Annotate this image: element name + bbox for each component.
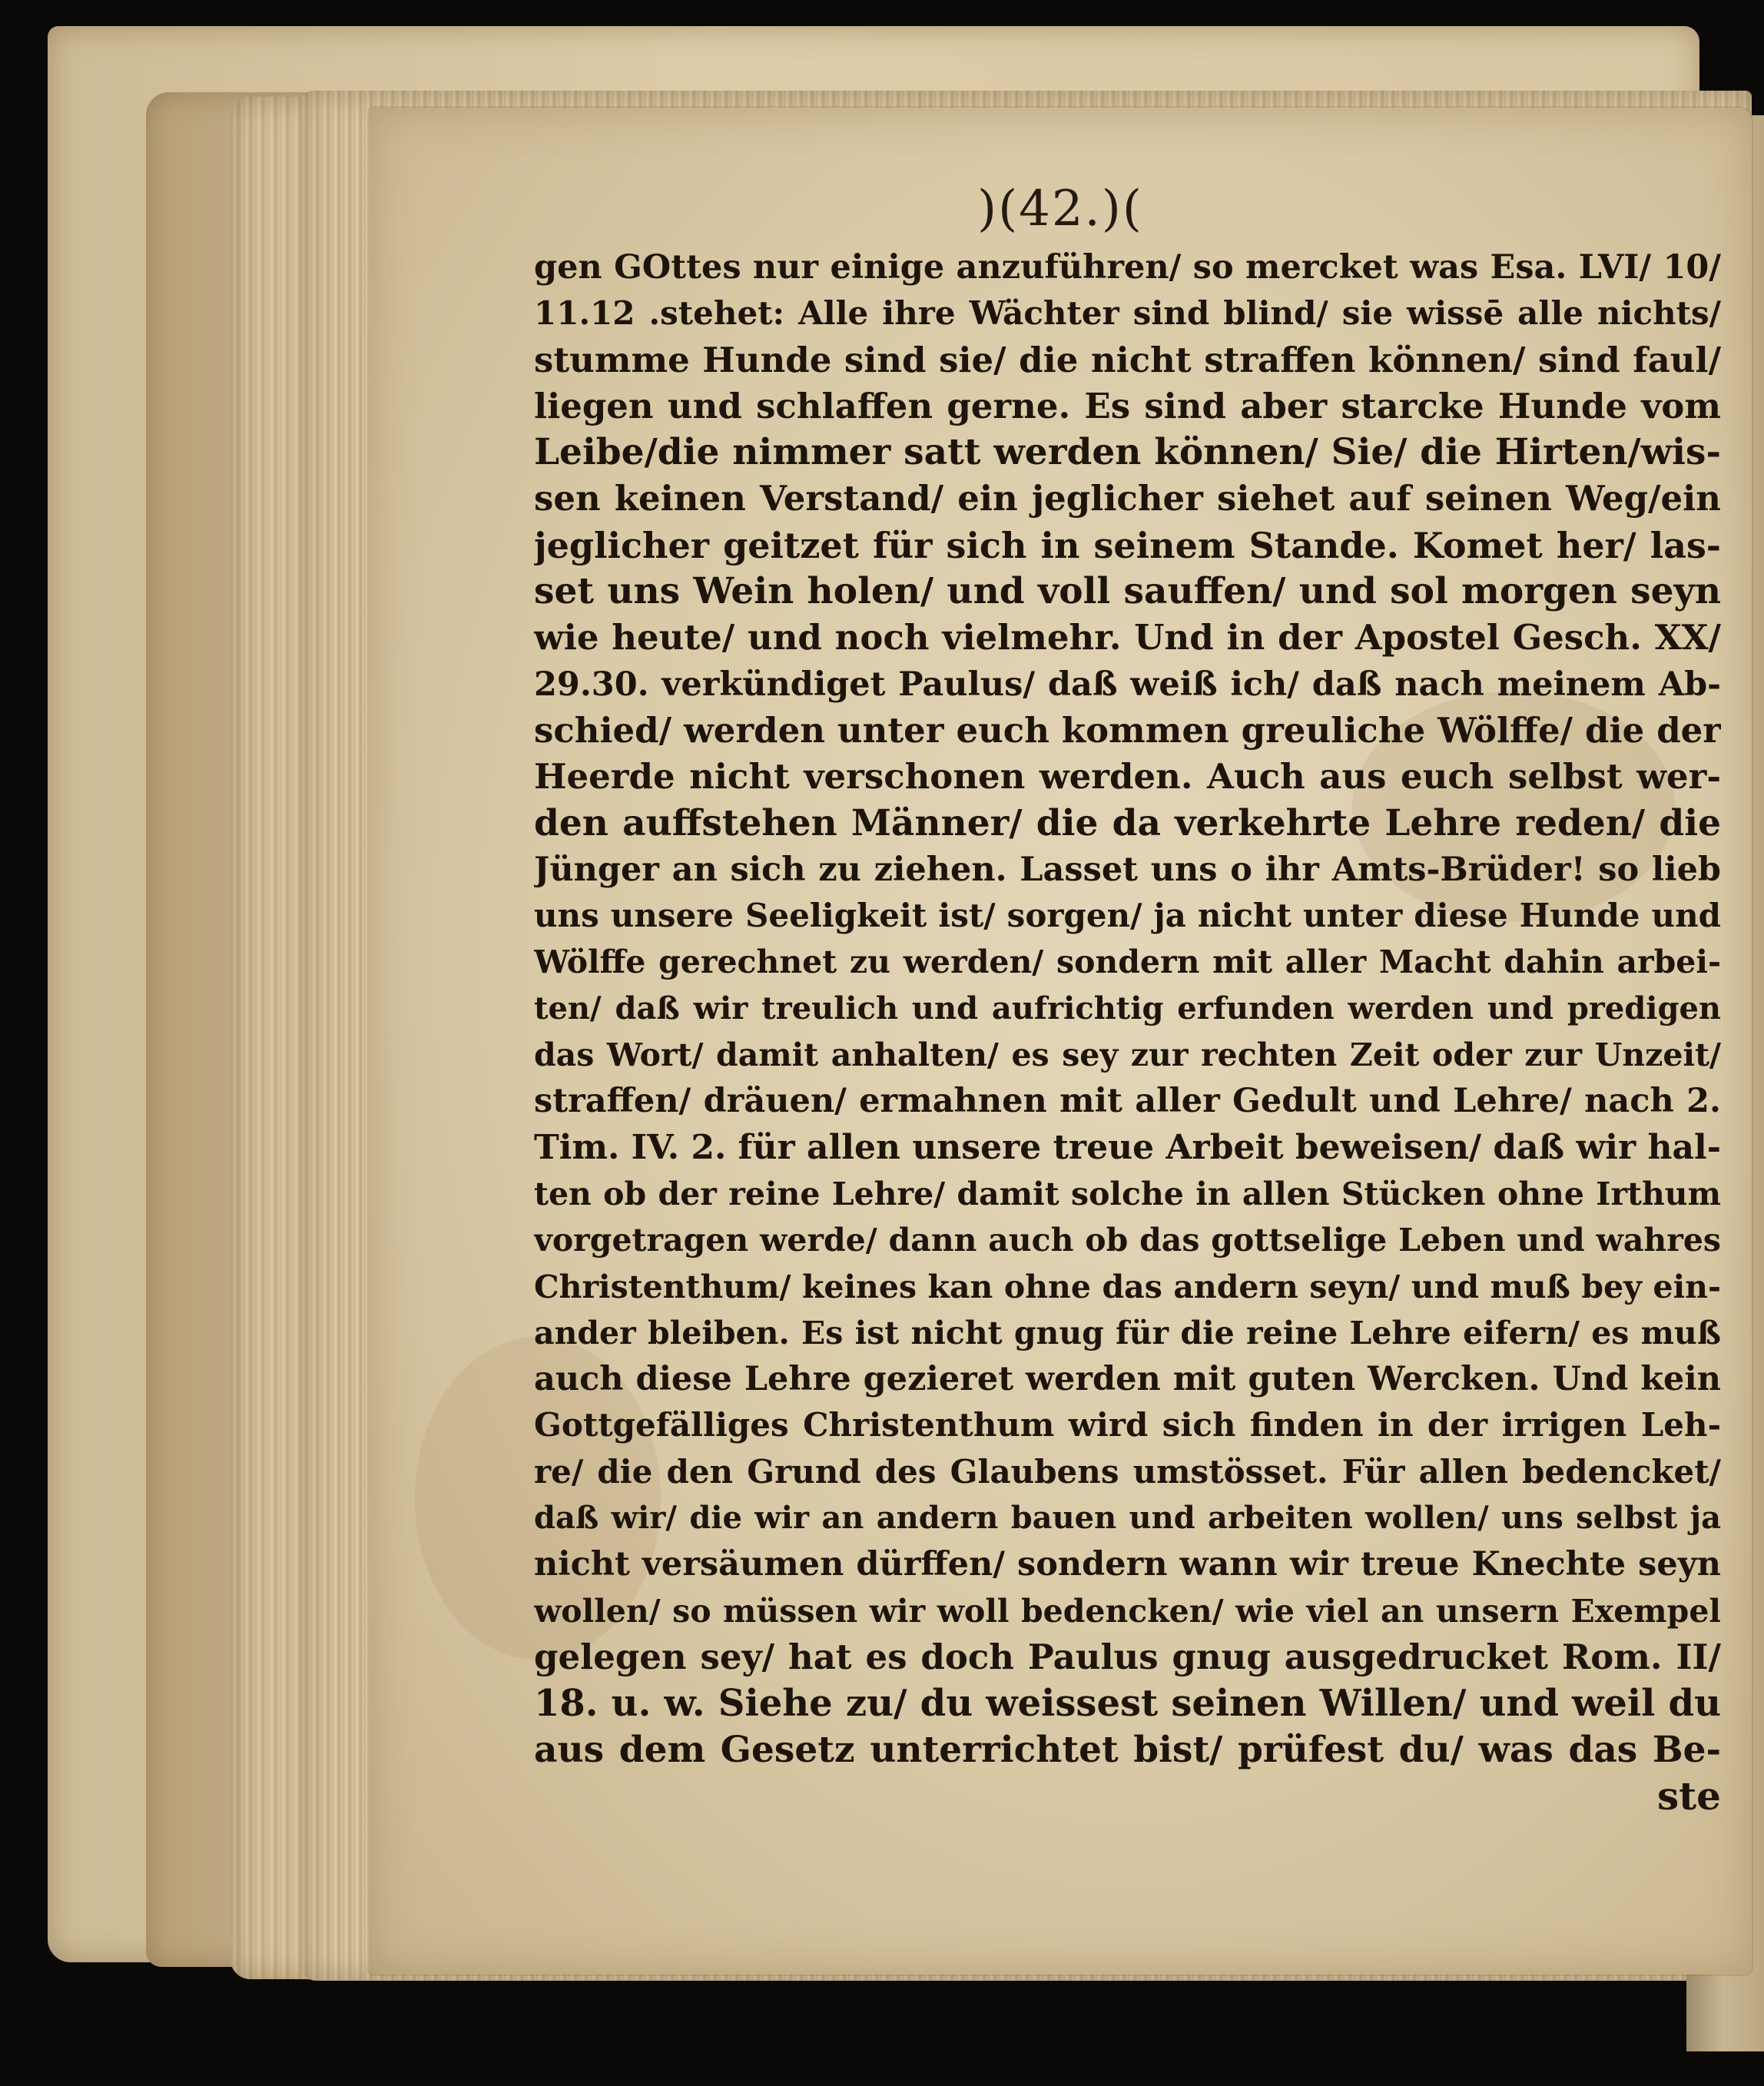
text-line: aus dem Gesetz unterrichtet bist/ prüfest du/ was das Be-	[534, 1728, 1721, 1771]
text-line: ten ob der reine Lehre/ damit solche in allen Stücken ohne Irthum	[534, 1175, 1721, 1212]
text-line: uns unsere Seeligkeit ist/ sorgen/ ja nicht unter diese Hunde und	[534, 897, 1721, 935]
printed-page	[369, 108, 1752, 1975]
text-line: 18. u. w. Siehe zu/ du weissest seinen Willen/ und weil du	[534, 1682, 1721, 1726]
text-line: Gottgefälliges Christenthum wird sich finden in der irrigen Leh-	[534, 1406, 1721, 1444]
catchword: ste	[1656, 1773, 1721, 1819]
text-line: ten/ daß wir treulich und aufrichtig erfunden werden und predigen	[534, 990, 1721, 1026]
text-line: auch diese Lehre gezieret werden mit guten Wercken. Und kein	[534, 1360, 1721, 1399]
text-line: 29.30. verkündiget Paulus/ daß weiß ich/ daß nach meinem Ab-	[534, 665, 1721, 704]
text-line: den auffstehen Männer/ die da verkehrte Lehre reden/ die	[534, 801, 1721, 844]
text-line: stumme Hunde sind sie/ die nicht straffen können/ sind faul/	[534, 339, 1721, 380]
page-number: )(42.)(	[977, 181, 1143, 237]
text-line: liegen und schlaffen gerne. Es sind aber starcke Hunde vom	[534, 385, 1721, 426]
text-line: schied/ werden unter euch kommen greuliche Wölffe/ die der	[534, 709, 1721, 751]
text-line: das Wort/ damit anhalten/ es sey zur rechten Zeit oder zur Unzeit/	[534, 1036, 1721, 1074]
text-line: vorgetragen werde/ dann auch ob das gottselige Leben und wahres	[534, 1222, 1721, 1259]
text-line: re/ die den Grund des Glaubens umstösset. Für allen bedencket/	[534, 1452, 1721, 1491]
text-line: Tim. IV. 2. für allen unsere treue Arbeit beweisen/ daß wir hal-	[534, 1127, 1721, 1167]
text-line: Leibe/die nimmer satt werden können/ Sie/ die Hirten/wis-	[534, 431, 1721, 474]
text-line: Wölffe gerechnet zu werden/ sondern mit aller Macht dahin arbei-	[534, 944, 1721, 981]
text-line: 11.12 .stehet: Alle ihre Wächter sind blind/ sie wissē alle nichts/	[534, 294, 1721, 333]
text-line: Heerde nicht verschonen werden. Auch aus euch selbst wer-	[534, 756, 1721, 798]
text-line: Jünger an sich zu ziehen. Lasset uns o ihr Amts-Brüder! so lieb	[534, 850, 1721, 889]
text-line: wie heute/ und noch vielmehr. Und in der Apostel Gesch. XX/	[534, 617, 1721, 658]
text-line: sen keinen Verstand/ ein jeglicher siehet auf seinen Weg/ein	[534, 478, 1721, 519]
text-line: gen GOttes nur einige anzuführen/ so mercket was Esa. LVI/ 10/	[534, 248, 1721, 287]
text-line: jeglicher geitzet für sich in seinem Stande. Komet her/ las-	[534, 524, 1721, 566]
text-line: set uns Wein holen/ und voll sauffen/ und sol morgen seyn	[534, 570, 1721, 613]
text-line: nicht versäumen dürffen/ sondern wann wir treue Knechte seyn	[534, 1545, 1721, 1584]
text-line: ander bleiben. Es ist nicht gnug für die reine Lehre eifern/ es muß	[534, 1314, 1721, 1351]
text-line: Christenthum/ keines kan ohne das andern seyn/ und muß bey ein-	[534, 1268, 1721, 1305]
text-line: gelegen sey/ hat es doch Paulus gnug ausgedrucket Rom. II/	[534, 1636, 1721, 1677]
text-line: wollen/ so müssen wir woll bedencken/ wie viel an unsern Exempel	[534, 1592, 1721, 1630]
text-line: straffen/ dräuen/ ermahnen mit aller Gedult und Lehre/ nach 2.	[534, 1082, 1721, 1121]
text-line: daß wir/ die wir an andern bauen und arbeiten wollen/ uns selbst ja	[534, 1500, 1721, 1537]
body-text	[534, 244, 1721, 1819]
